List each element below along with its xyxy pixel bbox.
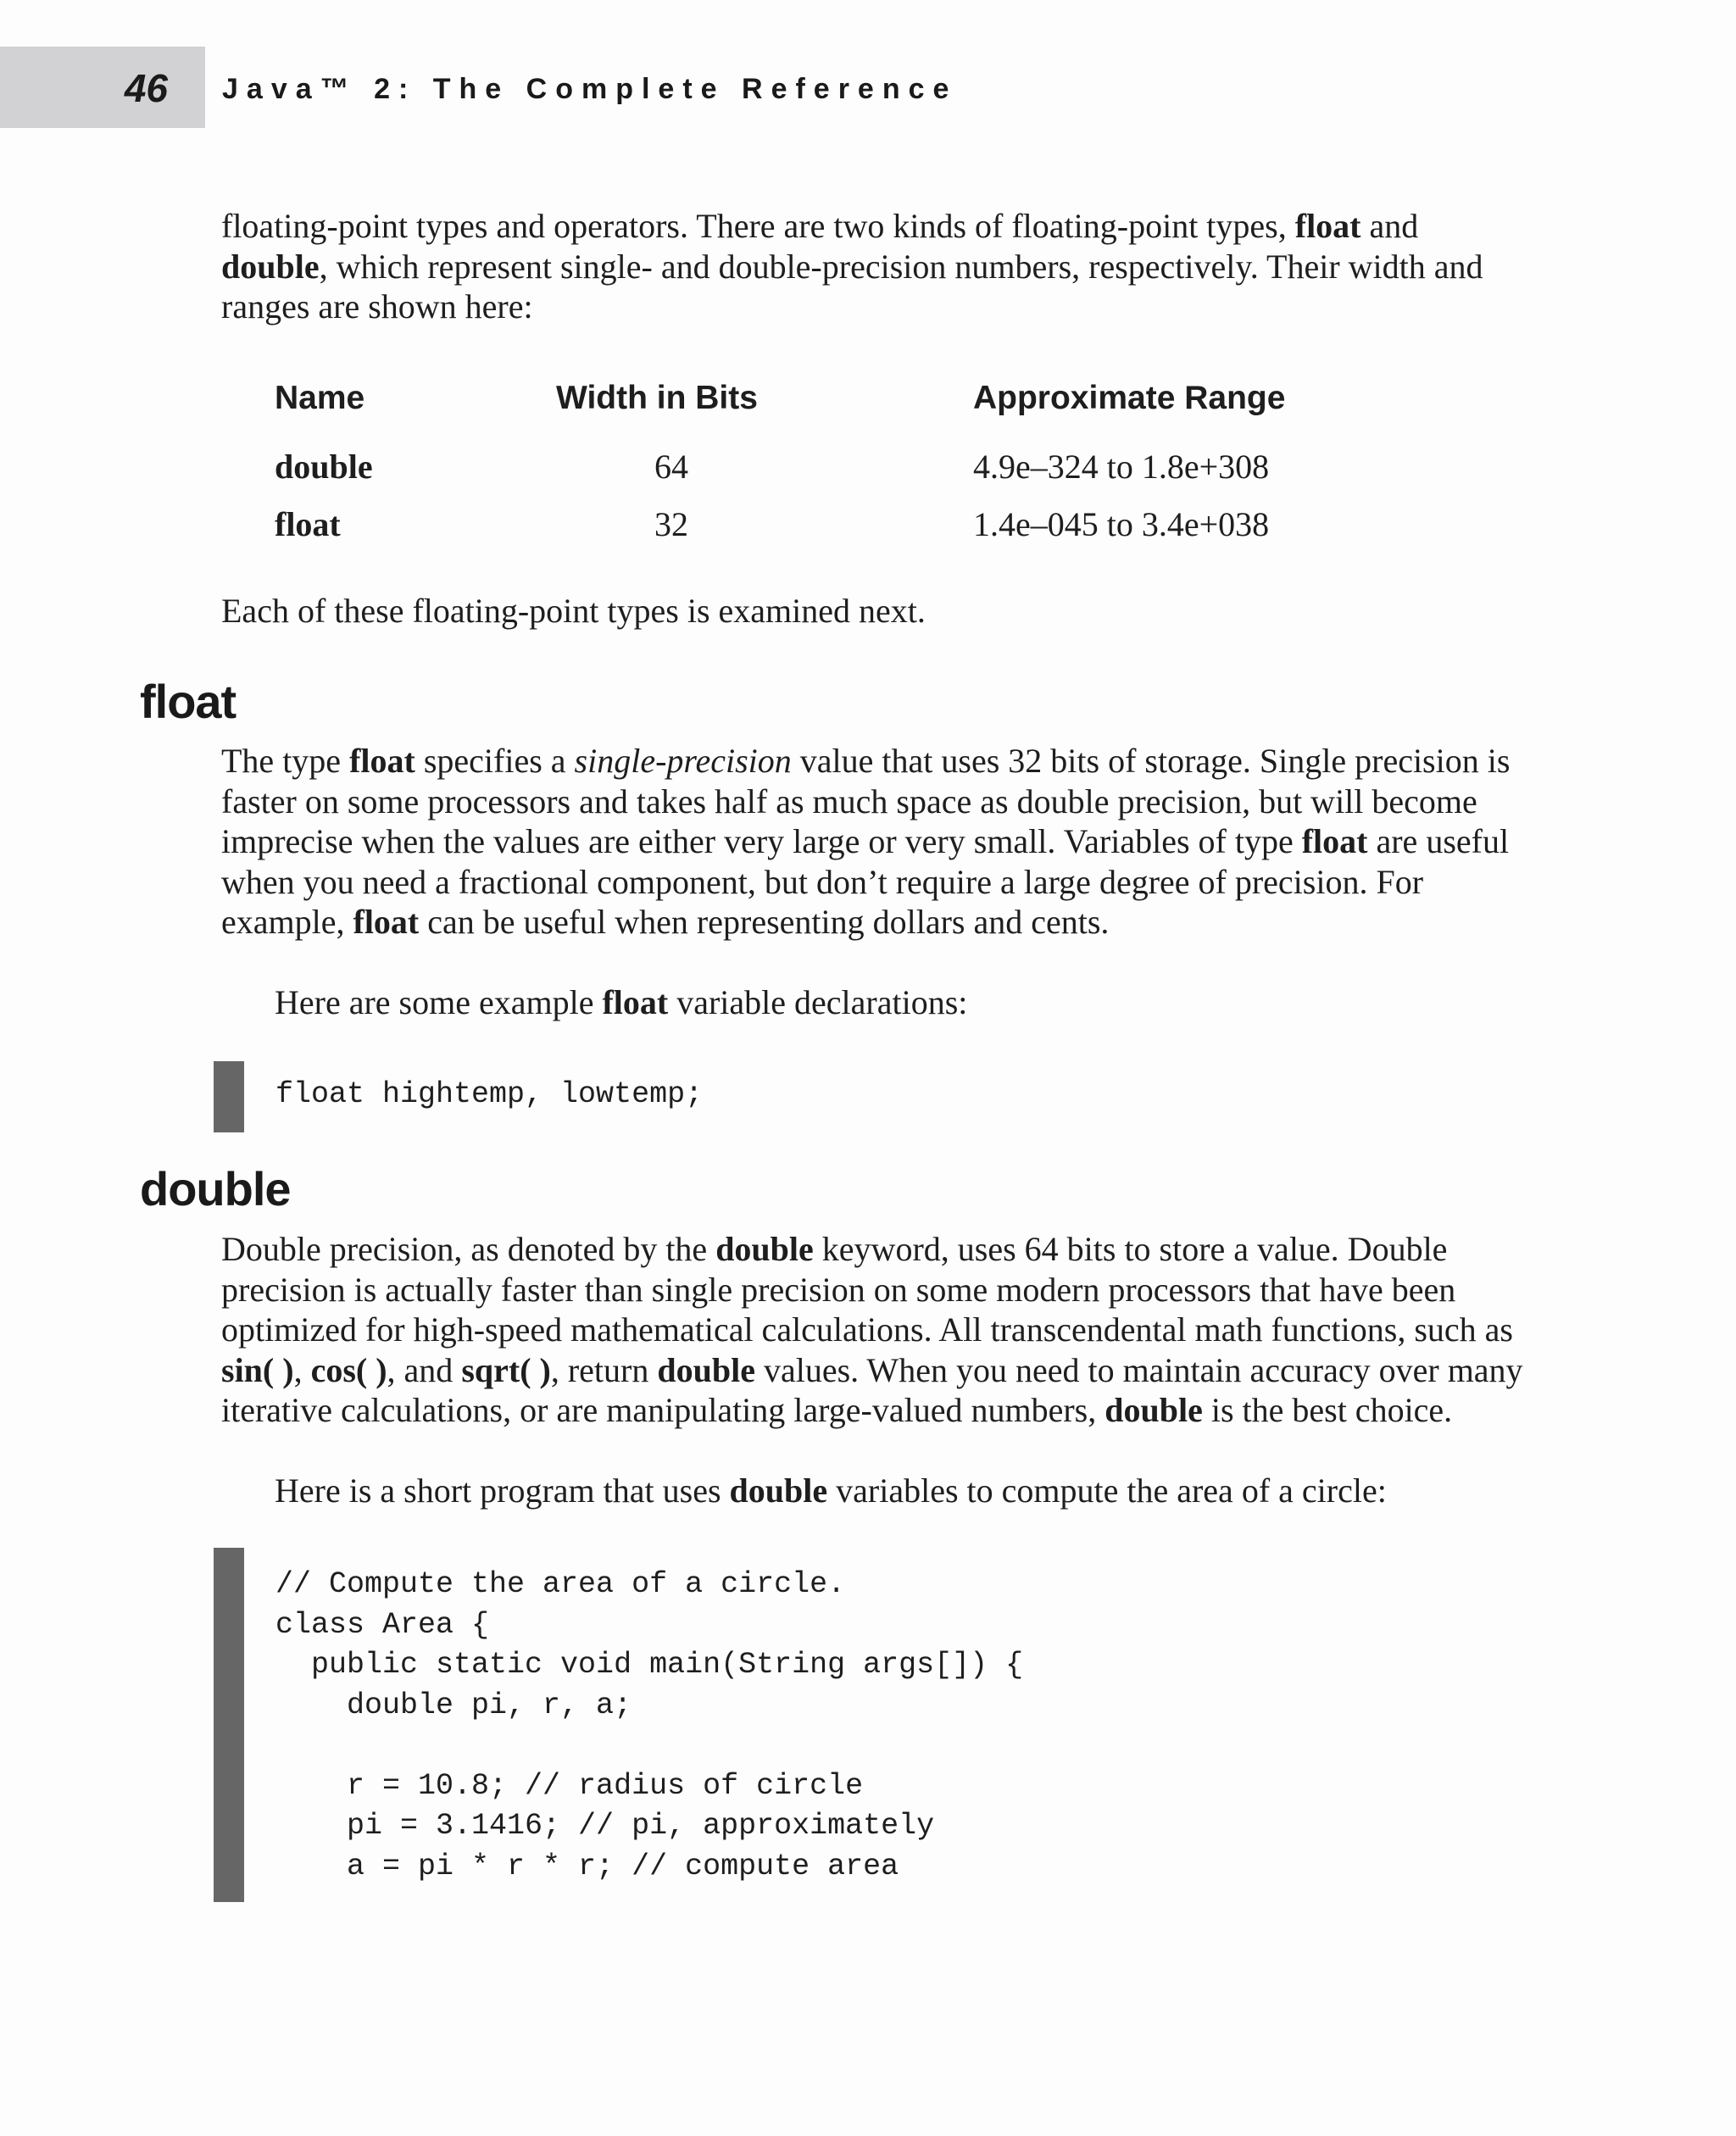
table-row-name: double (275, 448, 373, 486)
intro-paragraph: floating-point types and operators. There are two kinds of floating-point types, float and double, which represent single- and double-precision numbers, respectively. Their width and ranges are shown here: (221, 207, 1483, 325)
code-line: double pi, r, a; (275, 1688, 632, 1722)
code-line: r = 10.8; // radius of circle (275, 1768, 864, 1803)
code-block-area-program (275, 1565, 1023, 1887)
page-number: 46 (124, 66, 168, 110)
table-row-range: 1.4e–045 to 3.4e+038 (973, 505, 1270, 543)
table-row-width: 32 (654, 505, 688, 543)
section-heading-double: double (140, 1162, 291, 1215)
table-header-width: Width in Bits (556, 380, 758, 416)
code-line: // Compute the area of a circle. (275, 1567, 846, 1601)
keyword-float: float (1294, 207, 1361, 245)
table-row-range: 4.9e–324 to 1.8e+308 (973, 448, 1270, 486)
double-example-intro: Here is a short program that uses double variables to compute the area of a circle: (275, 1471, 1387, 1510)
after-table-text: Each of these floating-point types is examined next. (221, 592, 926, 630)
float-paragraph: The type float specifies a single-precision value that uses 32 bits of storage. Single precision is faster on some processors and takes half as much space as double precision, but will become imprecise when the values are either very large or very small. Variables of type float are useful when you need a fractional component, but don’t require a large degree of precision. For example, float can be useful when representing dollars and cents. (221, 742, 1511, 941)
code-block-marker (214, 1061, 244, 1132)
code-block-float (275, 1075, 703, 1115)
section-heading-float: float (140, 675, 236, 728)
code-line: class Area { (275, 1607, 490, 1642)
code-block-marker (214, 1548, 244, 1902)
code-line: pi = 3.1416; // pi, approximately (275, 1809, 935, 1843)
code-line: public static void main(String args[]) { (275, 1648, 1024, 1682)
code-line: a = pi * r * r; // compute area (275, 1849, 899, 1883)
page-number-tab (0, 47, 205, 128)
table-header-name: Name (275, 380, 365, 416)
float-example-intro: Here are some example float variable declarations: (275, 983, 968, 1021)
code-line (275, 1726, 1023, 1766)
table-row-name: float (275, 505, 341, 543)
running-title: Java™ 2: The Complete Reference (222, 73, 958, 105)
code-line: float hightemp, lowtemp; (275, 1077, 704, 1111)
table-header-range: Approximate Range (973, 380, 1286, 416)
double-paragraph: Double precision, as denoted by the double keyword, uses 64 bits to store a value. Double precision is actually faster than single precision on some modern processors that have been optimized for high-speed mathematical calculations. All transcendental math functions, such as sin( ), cos( ), and sqrt( ), return double values. When you need to maintain accuracy over many iterative calculations, or are manipulating large-valued numbers, double is the best choice. (221, 1230, 1523, 1429)
keyword-double: double (221, 247, 320, 286)
table-row-width: 64 (654, 448, 688, 486)
